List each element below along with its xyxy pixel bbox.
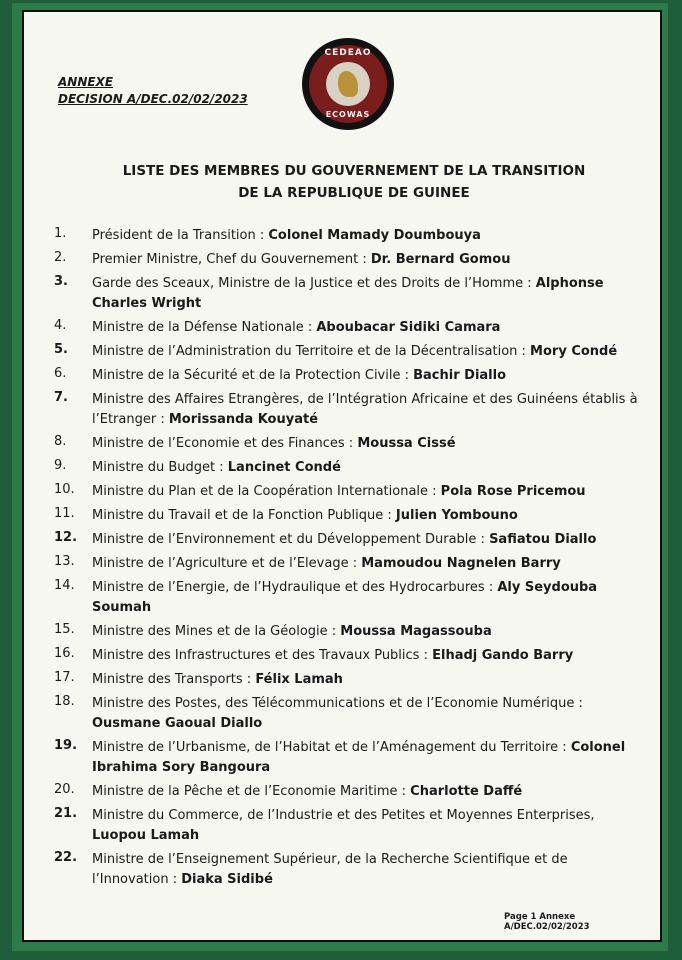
member-item (54, 670, 664, 690)
member-number: 20. (54, 782, 75, 797)
member-role: Ministre de l’Energie, de l’Hydraulique et des Hydrocarbures : (92, 580, 498, 595)
member-role: Ministre de l’Economie et des Finances : (92, 436, 358, 451)
member-name: Safiatou Diallo (489, 532, 597, 547)
member-name-continued: Luopou Lamah (92, 828, 200, 843)
members-list (54, 226, 664, 894)
member-item (54, 850, 664, 890)
member-name: Colonel (570, 740, 626, 755)
member-name-continued: Charles Wright (92, 296, 202, 311)
member-role: Ministre de l’Administration du Territoire et de la Décentralisation : (92, 344, 531, 359)
member-name: Félix Lamah (255, 672, 343, 687)
member-number: 2. (54, 250, 67, 265)
member-item (54, 434, 664, 454)
member-role: Ministre du Commerce, de l’Industrie et des Petites et Moyennes Enterprises, (92, 808, 595, 823)
member-name-continued: Ousmane Gaoual Diallo (92, 716, 263, 731)
ecowas-logo (302, 38, 394, 130)
member-number: 16. (54, 646, 75, 661)
member-name: Moussa Magassouba (340, 624, 492, 639)
member-name: Julien Yombouno (395, 508, 518, 523)
member-item (54, 458, 664, 478)
member-item (54, 366, 664, 386)
member-role: Ministre de l’Environnement et du Développement Durable : (92, 532, 490, 547)
member-item (54, 250, 664, 270)
member-role: Ministre des Transports : (92, 672, 256, 687)
member-item (54, 506, 664, 526)
member-role: Ministre des Affaires Etrangères, de l’Intégration Africaine et des Guinéens établis à (92, 392, 638, 407)
member-number: 12. (54, 530, 78, 545)
member-number: 22. (54, 850, 78, 865)
member-name: Bachir Diallo (413, 368, 507, 383)
member-number: 8. (54, 434, 67, 449)
title-line-1: LISTE DES MEMBRES DU GOUVERNEMENT DE LA TRANSITION (122, 163, 586, 179)
member-item (54, 530, 664, 550)
document-title (64, 160, 644, 204)
member-item (54, 806, 664, 846)
member-role: Ministre des Postes, des Télécommunications et de l’Economie Numérique : (92, 696, 583, 711)
member-role: Président de la Transition : (92, 228, 269, 243)
member-number: 13. (54, 554, 75, 569)
member-name: Elhadj Gando Barry (432, 648, 574, 663)
member-role: Ministre de la Pêche et de l’Economie Maritime : (92, 784, 411, 799)
member-name: Aboubacar Sidiki Camara (316, 320, 501, 335)
member-role: Ministre des Mines et de la Géologie : (92, 624, 341, 639)
member-role: Ministre du Budget : (92, 460, 228, 475)
member-number: 3. (54, 274, 68, 289)
member-role: Premier Ministre, Chef du Gouvernement : (92, 252, 371, 267)
member-name: Aly Seydouba (497, 580, 598, 595)
member-number: 1. (54, 226, 67, 241)
member-item (54, 342, 664, 362)
member-role: Ministre du Travail et de la Fonction Publique : (92, 508, 396, 523)
member-number: 14. (54, 578, 75, 593)
member-role: Ministre de la Sécurité et de la Protection Civile : (92, 368, 414, 383)
member-number: 9. (54, 458, 67, 473)
member-item (54, 226, 664, 246)
member-item (54, 318, 664, 338)
member-name-continued: Diaka Sidibé (181, 872, 273, 887)
member-name-continued: Soumah (92, 600, 152, 615)
member-number: 11. (54, 506, 75, 521)
member-item (54, 554, 664, 574)
member-number: 17. (54, 670, 75, 685)
title-line-2: DE LA REPUBLIQUE DE GUINEE (238, 185, 470, 201)
member-number: 6. (54, 366, 67, 381)
annex-header (58, 74, 248, 108)
logo-bottom-text: ECOWAS (325, 110, 371, 119)
member-number: 5. (54, 342, 68, 357)
member-name: Pola Rose Pricemou (440, 484, 586, 499)
member-name-continued: Ibrahima Sory Bangoura (92, 760, 271, 775)
annex-label: ANNEXE (58, 75, 114, 89)
member-item (54, 782, 664, 802)
member-number: 10. (54, 482, 75, 497)
member-number: 4. (54, 318, 67, 333)
member-item (54, 578, 664, 618)
page-footer: Page 1 Annexe A/DEC.02/02/2023 (504, 912, 590, 932)
member-item (54, 738, 664, 778)
member-role: Garde des Sceaux, Ministre de la Justice et des Droits de l’Homme : (92, 276, 536, 291)
member-item (54, 622, 664, 642)
member-name: Mory Condé (530, 344, 618, 359)
member-name: Alphonse (535, 276, 604, 291)
member-role-continued: l’Etranger : (92, 412, 169, 427)
decision-reference: DECISION A/DEC.02/02/2023 (58, 92, 248, 106)
member-name: Charlotte Daffé (410, 784, 523, 799)
member-role: Ministre de l’Enseignement Supérieur, de la Recherche Scientifique et de (92, 852, 568, 867)
member-role-continued: l’Innovation : (92, 872, 182, 887)
member-role: Ministre de l’Urbanisme, de l’Habitat et de l’Aménagement du Territoire : (92, 740, 571, 755)
member-item (54, 482, 664, 502)
member-name: Moussa Cissé (357, 436, 456, 451)
member-role: Ministre des Infrastructures et des Travaux Publics : (92, 648, 433, 663)
member-number: 7. (54, 390, 68, 405)
member-number: 18. (54, 694, 75, 709)
member-number: 21. (54, 806, 78, 821)
member-item (54, 390, 664, 430)
document-page (22, 10, 662, 942)
member-name: Lancinet Condé (227, 460, 341, 475)
member-number: 15. (54, 622, 75, 637)
member-name: Dr. Bernard Gomou (370, 252, 511, 267)
member-name-continued: Morissanda Kouyaté (168, 412, 319, 427)
member-item (54, 694, 664, 734)
member-role: Ministre du Plan et de la Coopération Internationale : (92, 484, 441, 499)
logo-top-text: CEDEAO (324, 48, 372, 58)
member-name: Colonel Mamady Doumbouya (268, 228, 481, 243)
member-item (54, 646, 664, 666)
member-name: Mamoudou Nagnelen Barry (361, 556, 561, 571)
member-role: Ministre de l’Agriculture et de l’Elevage : (92, 556, 362, 571)
member-role: Ministre de la Défense Nationale : (92, 320, 317, 335)
member-item (54, 274, 664, 314)
member-number: 19. (54, 738, 78, 753)
